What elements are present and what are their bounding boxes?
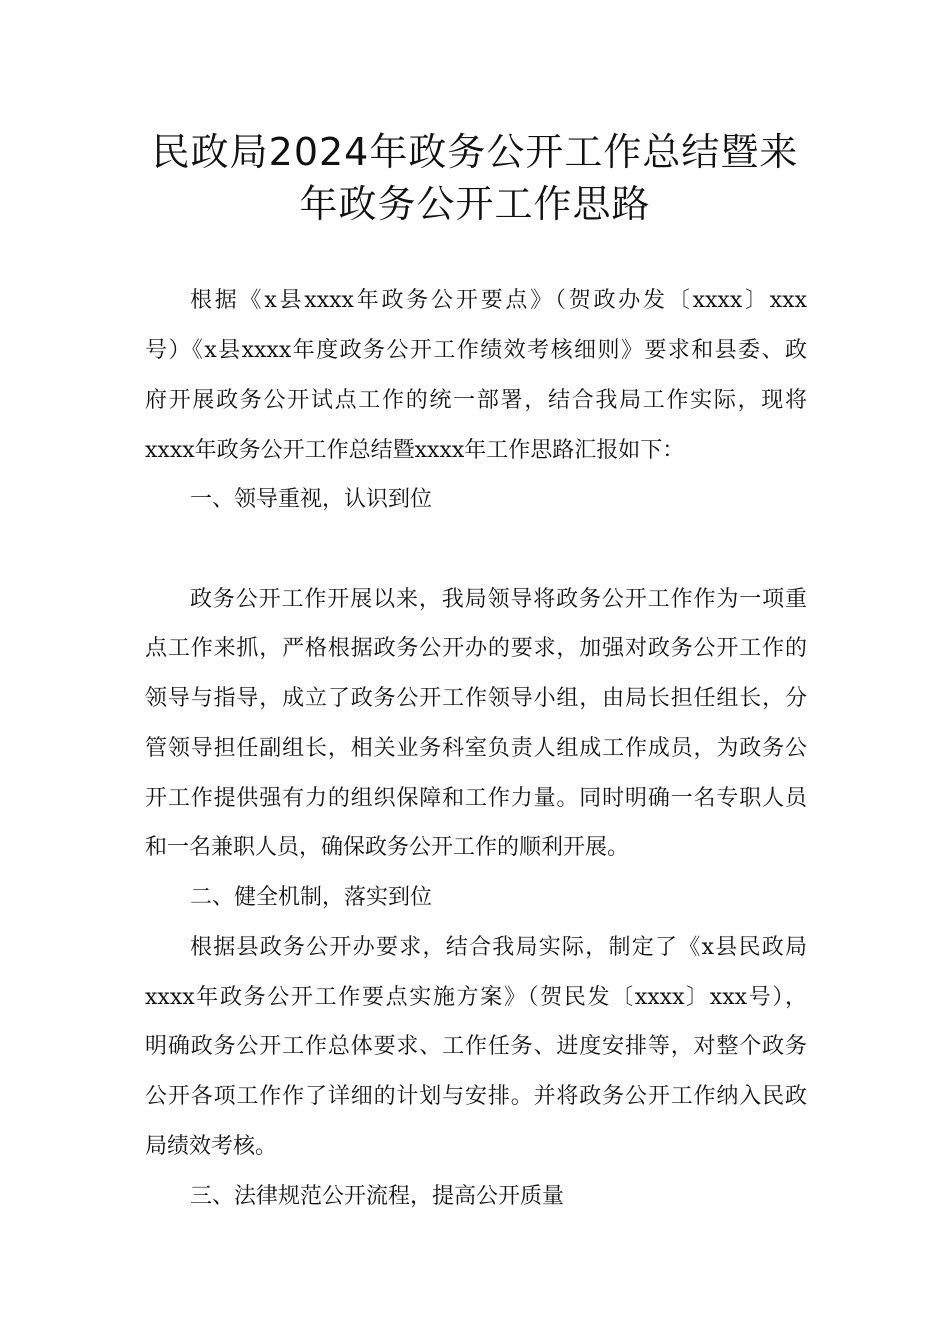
paragraph-line: 管领导担任副组长，相关业务科室负责人组成工作成员，为政务公 <box>145 736 807 761</box>
paragraph-line: xxxx年政务公开工作总结暨xxxx年工作思路汇报如下： <box>145 438 685 463</box>
paragraph-line: 点工作来抓，严格根据政务公开办的要求，加强对政务公开工作的 <box>145 636 807 661</box>
paragraph-line: 府开展政务公开试点工作的统一部署，结合我局工作实际，现将 <box>145 388 807 413</box>
paragraph-line: 明确政务公开工作总体要求、工作任务、进度安排等，对整个政务 <box>145 1034 807 1059</box>
paragraph-line: 局绩效考核。 <box>145 1134 278 1159</box>
paragraph-line: 政务公开工作开展以来，我局领导将政务公开工作作为一项重 <box>190 587 807 612</box>
paragraph-line: 开工作提供强有力的组织保障和工作力量。同时明确一名专职人员 <box>145 786 807 811</box>
paragraph-line: 和一名兼职人员，确保政务公开工作的顺利开展。 <box>145 835 630 860</box>
paragraph-line: 领导与指导，成立了政务公开工作领导小组，由局长担任组长，分 <box>145 686 807 711</box>
paragraph-line: 根据县政务公开办要求，结合我局实际，制定了《x县民政局 <box>190 935 807 960</box>
section-heading: 三、法律规范公开流程，提高公开质量 <box>190 1184 565 1209</box>
section-heading: 一、领导重视，认识到位 <box>190 487 433 512</box>
paragraph-line: 号）《x县xxxx年度政务公开工作绩效考核细则》要求和县委、政 <box>145 338 807 363</box>
document-title-line-2: 年政务公开工作思路 <box>299 182 651 226</box>
paragraph-line: 公开各项工作作了详细的计划与安排。并将政务公开工作纳入民政 <box>145 1084 807 1109</box>
paragraph-line: 根据《x县xxxx年政务公开要点》（贺政办发〔xxxx〕xxx <box>190 288 807 313</box>
section-heading: 二、健全机制，落实到位 <box>190 885 433 910</box>
document-title-line-1: 民政局2024年政务公开工作总结暨来 <box>151 130 799 174</box>
paragraph-line: xxxx年政务公开工作要点实施方案》（贺民发〔xxxx〕xxx号）， <box>145 985 807 1010</box>
